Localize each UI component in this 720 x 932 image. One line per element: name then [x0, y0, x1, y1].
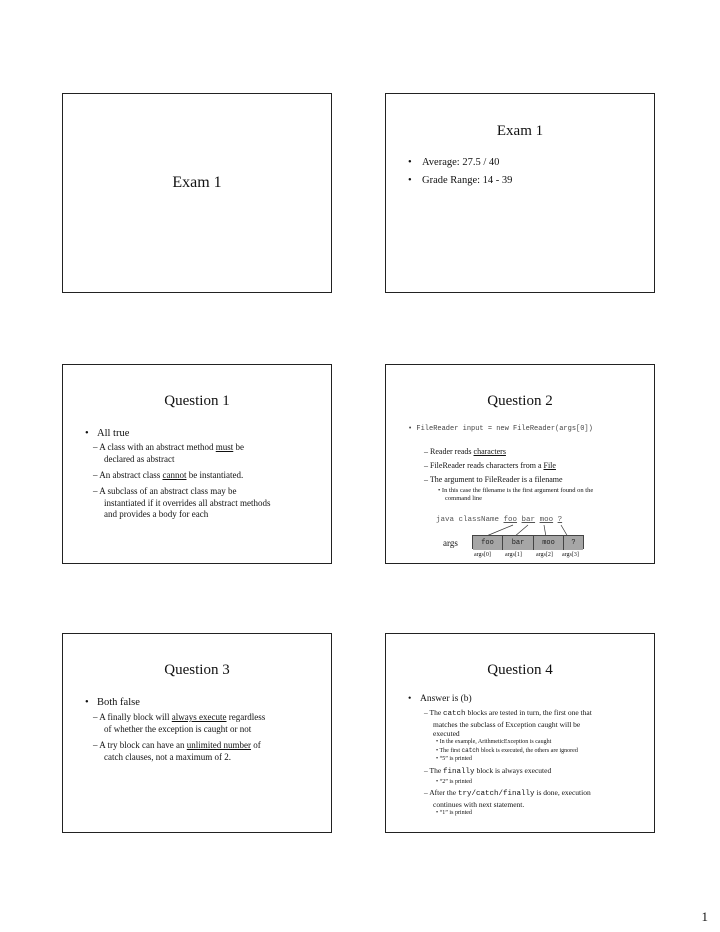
- slide-question-2: [385, 364, 655, 564]
- array-cell: moo: [534, 536, 564, 550]
- array-cell: bar: [503, 536, 534, 550]
- array-label: args: [443, 538, 458, 548]
- slide-heading: Question 2: [487, 393, 553, 409]
- note-1-printed: • “1” is printed: [436, 810, 472, 816]
- bullet-all-true: • All true: [85, 428, 130, 439]
- args-array: [472, 535, 584, 549]
- bullet-average: • Average: 27.5 / 40: [408, 157, 500, 168]
- note-first-argument: • In this case the filename is the first argument found on the command line: [438, 487, 594, 502]
- array-cell: foo: [473, 536, 503, 550]
- sub-reader-reads: – Reader reads characters: [424, 447, 506, 456]
- slide-exam1-stats: [385, 93, 655, 293]
- slide-title-exam1: [62, 93, 332, 293]
- sub-cannot-instantiate: – An abstract class cannot be instantiated.: [93, 470, 244, 480]
- slide-heading: Question 3: [164, 662, 230, 678]
- slide-heading: Exam 1: [496, 123, 544, 139]
- sub-finally-executed: – The finally block is always executed: [424, 766, 552, 776]
- slide-question-3: [62, 633, 332, 833]
- array-index: args[3]: [562, 552, 579, 558]
- sub-argument-filename: – The argument to FileReader is a filename: [424, 475, 563, 484]
- sub-abstract-method: – A class with an abstract method must be declared as abstract: [93, 442, 245, 464]
- array-index: args[2]: [536, 552, 553, 558]
- sub-after-try: – After the try/catch/finally is done, execution continues with next statement.: [424, 788, 591, 809]
- sub-subclass-instantiated: – A subclass of an abstract class may be instantiated if it overrides all abstract methods and provides a body for each: [93, 486, 271, 519]
- sub-try-block: – A try block can have an unlimited number of catch clauses, not a maximum of 2.: [93, 740, 261, 762]
- code-filereader: • FileReader input = new FileReader(args[0]): [408, 425, 593, 433]
- array-cell: ?: [564, 536, 583, 550]
- sub-finally-block: – A finally block will always execute regardless of whether the exception is caught or not: [93, 712, 266, 734]
- note-2-printed: • “2” is printed: [436, 779, 472, 785]
- slide-question-4: [385, 633, 655, 833]
- slide-heading: Question 1: [164, 393, 230, 409]
- notes-catch: • In the example, ArithmeticException is caught • The first catch block is executed, the others are ignored • “5” is printed: [436, 739, 578, 762]
- bullet-both-false: • Both false: [85, 697, 140, 708]
- sub-catch-tested: – The catch blocks are tested in turn, the first one that matches the subclass of Exception caught will be executed: [424, 708, 592, 738]
- bullet-answer: • Answer is (b): [408, 694, 472, 704]
- slide-heading: Question 4: [487, 662, 553, 678]
- array-index: args[0]: [474, 552, 491, 558]
- slide-question-1: [62, 364, 332, 564]
- array-index: args[1]: [505, 552, 522, 558]
- bullet-grade-range: • Grade Range: 14 - 39: [408, 175, 513, 186]
- page-number: 1: [701, 909, 708, 924]
- slide-title: Exam 1: [172, 174, 222, 191]
- sub-filereader-reads: – FileReader reads characters from a File: [424, 461, 556, 470]
- command-line: java className foo bar moo ?: [436, 516, 563, 524]
